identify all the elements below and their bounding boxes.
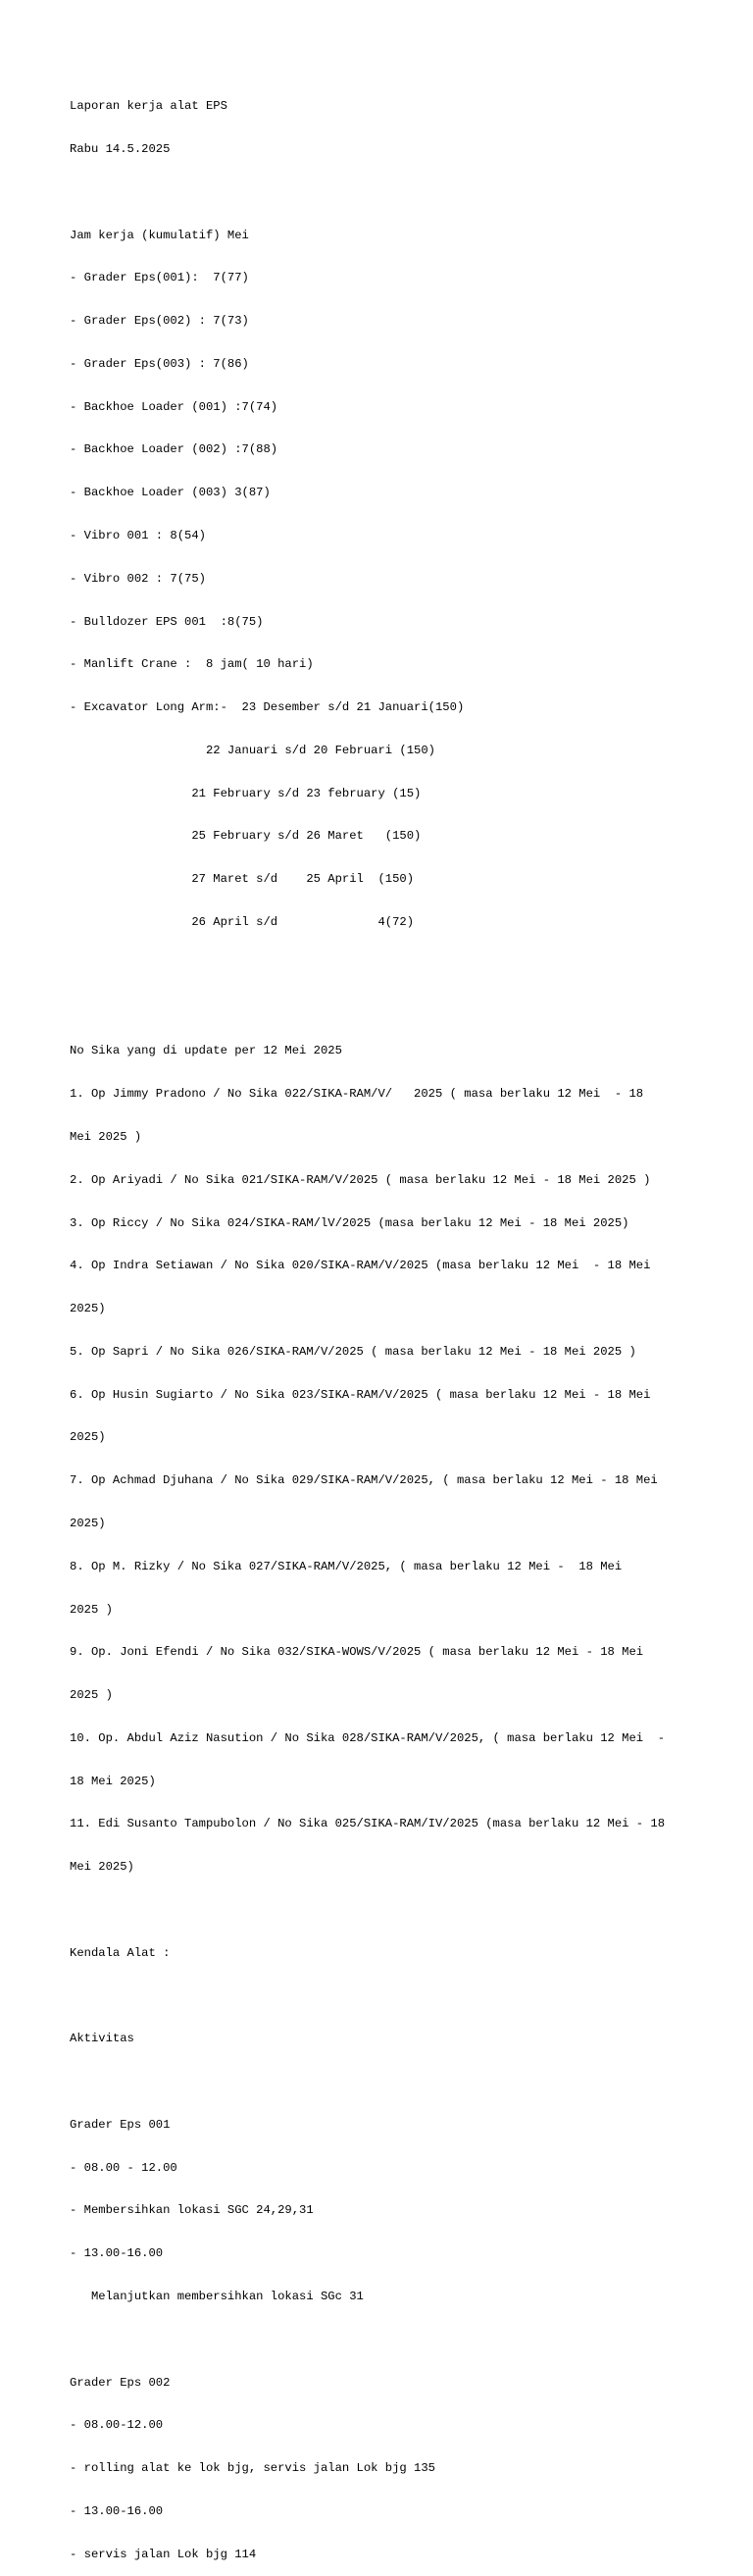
sika-entry-line: 4. Op Indra Setiawan / No Sika 020/SIKA-RAM/V/2025 (masa berlaku 12 Mei - 18 Mei [70, 1259, 651, 1273]
sika-entry-line: 8. Op M. Rizky / No Sika 027/SIKA-RAM/V/2025, ( masa berlaku 12 Mei - 18 Mei [70, 1559, 623, 1573]
sika-entry-line: 2025) [70, 1430, 106, 1445]
blank-line [70, 185, 697, 200]
equipment-hours-line: - Manlift Crane : 8 jam( 10 hari) [70, 657, 314, 672]
sika-entry-line: 2. Op Ariyadi / No Sika 021/SIKA-RAM/V/2025 ( masa berlaku 12 Mei - 18 Mei 2025 ) [70, 1172, 651, 1187]
activity-line: - 08.00 - 12.00 [70, 2160, 177, 2175]
excavator-period-line: 27 Maret s/d 25 April (150) [70, 872, 415, 887]
blank-line [70, 1989, 697, 2004]
activity-line: - 13.00-16.00 [70, 2503, 164, 2518]
activity-line: - 13.00-16.00 [70, 2246, 164, 2261]
equipment-hours-line: - Grader Eps(002) : 7(73) [70, 314, 249, 329]
work-hours-heading: Jam kerja (kumulatif) Mei [70, 228, 249, 242]
excavator-period-line: 21 February s/d 23 february (15) [70, 786, 422, 800]
blank-line [70, 2333, 697, 2347]
activities-heading: Aktivitas [70, 2032, 134, 2046]
activity-line: - Membersihkan lokasi SGC 24,29,31 [70, 2203, 314, 2218]
equipment-issues-heading: Kendala Alat : [70, 1945, 171, 1960]
equipment-hours-line: - Grader Eps(003) : 7(86) [70, 356, 249, 371]
equipment-hours-line: - Bulldozer EPS 001 :8(75) [70, 614, 264, 629]
excavator-period-line: 25 February s/d 26 Maret (150) [70, 829, 422, 844]
blank-line [70, 958, 697, 973]
report-document [70, 71, 697, 2576]
sika-entry-line: 18 Mei 2025) [70, 1774, 156, 1788]
sika-entry-line: 5. Op Sapri / No Sika 026/SIKA-RAM/V/2025 ( masa berlaku 12 Mei - 18 Mei 2025 ) [70, 1344, 636, 1359]
excavator-hours-line: - Excavator Long Arm:- 23 Desember s/d 21 Januari(150) [70, 700, 465, 715]
activity-line: - 08.00-12.00 [70, 2418, 164, 2433]
sika-entry-line: 2025) [70, 1516, 106, 1530]
sika-entry-line: 11. Edi Susanto Tampubolon / No Sika 025/SIKA-RAM/IV/2025 (masa berlaku 12 Mei - 18 [70, 1817, 666, 1831]
sika-entry-line: 1. Op Jimmy Pradono / No Sika 022/SIKA-RAM/V/ 2025 ( masa berlaku 12 Mei - 18 [70, 1087, 644, 1102]
grader-002-heading: Grader Eps 002 [70, 2375, 171, 2390]
sika-entry-line: 2025 ) [70, 1602, 113, 1617]
sika-entry-line: 6. Op Husin Sugiarto / No Sika 023/SIKA-RAM/V/2025 ( masa berlaku 12 Mei - 18 Mei [70, 1387, 651, 1402]
equipment-hours-line: - Backhoe Loader (002) :7(88) [70, 442, 278, 457]
sika-entry-line: Mei 2025) [70, 1860, 134, 1875]
sika-entry-line: 2025 ) [70, 1688, 113, 1703]
blank-line [70, 1002, 697, 1016]
excavator-period-line: 22 Januari s/d 20 Februari (150) [70, 743, 435, 757]
sika-entry-line: Mei 2025 ) [70, 1129, 142, 1144]
sika-entry-line: 3. Op Riccy / No Sika 024/SIKA-RAM/lV/2025 (masa berlaku 12 Mei - 18 Mei 2025) [70, 1215, 629, 1230]
grader-001-heading: Grader Eps 001 [70, 2117, 171, 2132]
sika-entry-line: 2025) [70, 1302, 106, 1316]
activity-line: - servis jalan Lok bjg 114 [70, 2547, 257, 2561]
activity-line: - rolling alat ke lok bjg, servis jalan Lok bjg 135 [70, 2461, 435, 2476]
equipment-hours-line: - Vibro 002 : 7(75) [70, 571, 206, 586]
report-title: Laporan kerja alat EPS [70, 99, 227, 114]
excavator-period-line: 26 April s/d 4(72) [70, 915, 415, 930]
sika-entry-line: 9. Op. Joni Efendi / No Sika 032/SIKA-WOWS/V/2025 ( masa berlaku 12 Mei - 18 Mei [70, 1645, 644, 1660]
sika-heading: No Sika yang di update per 12 Mei 2025 [70, 1044, 342, 1058]
equipment-hours-line: - Vibro 001 : 8(54) [70, 529, 206, 542]
sika-entry-line: 7. Op Achmad Djuhana / No Sika 029/SIKA-RAM/V/2025, ( masa berlaku 12 Mei - 18 Mei [70, 1473, 658, 1488]
sika-entry-line: 10. Op. Abdul Aziz Nasution / No Sika 028/SIKA-RAM/V/2025, ( masa berlaku 12 Mei - [70, 1730, 666, 1745]
equipment-hours-line: - Backhoe Loader (003) 3(87) [70, 486, 271, 500]
equipment-hours-line: - Backhoe Loader (001) :7(74) [70, 399, 278, 414]
blank-line [70, 2075, 697, 2089]
equipment-hours-line: - Grader Eps(001): 7(77) [70, 271, 249, 285]
blank-line [70, 1903, 697, 1918]
report-date: Rabu 14.5.2025 [70, 141, 171, 156]
activity-line: Melanjutkan membersihkan lokasi SGc 31 [70, 2290, 364, 2304]
